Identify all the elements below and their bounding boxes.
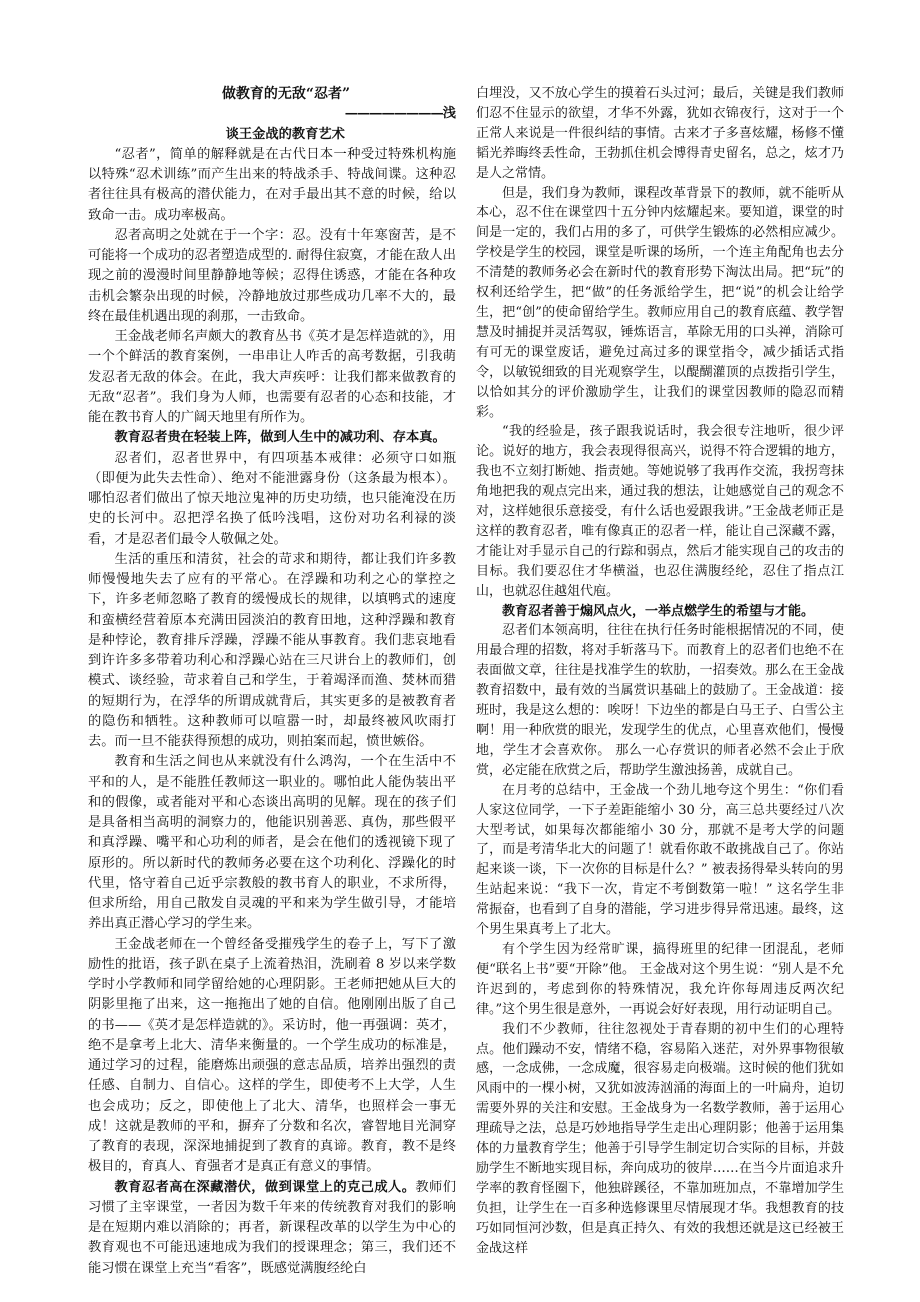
paragraph: “我的经验是，孩子跟我说话时，我会很专注地听，很少评论。说好的地方，我会表现得很高兴，说得不符合逻辑的地方，我也不立刻打断她、指责她。等她说够了我再作交流，我拐弯抹角地把我的观点完出来，通过我的想法，让她感觉自己的观念不对，这样她很乐意接受，有什么话也爱跟我讲。”王金战老师正是这样的教育忍者，唯有像真正的忍者一样，能让自己深藏不露，才能让对手显示自己的行踪和弱点，然后才能实现自己的攻击的目标。我们要忍住才华横溢，也忍住满腹经纶，忍住了指点江山，也就忍住越俎代庖。: [476, 424, 844, 599]
paragraph: 教育和生活之间也从来就没有什么鸿沟，一个在生活中不平和的人，是不能胜任教师这一职业的。哪怕此人能伪装出平和的假像，或者能对平和心态谈出高明的见解。现在的孩子们是具备相当高明的洞察力的，他能识别善恶、真伪，那些假平和真浮躁、嘴平和心功利的师者，是会在他们的透视镜下现了原形的。所以新时代的教师务必要在这个功利化、浮躁化的时代里，恪守着自己近乎宗教般的教书育人的职业，不求所得，但求所给，用自己散发自灵魂的平和来为学生做引导，才能培养出真正潜心学习的学生来。: [88, 754, 456, 932]
paragraph: 忍者高明之处就在于一个字：忍。没有十年寒窗苦，是不可能将一个成功的忍者塑造成型的. 耐得住寂寞，才能在敌人出现之前的漫漫时间里静静地等候；忍得住诱惑，才能在各种攻击机会繁杂出现的时候，冷静地放过那些成功几率不大的，最终在最佳机遇出现的刹那，一击致命。: [88, 227, 456, 324]
right-column: [476, 84, 844, 1258]
paragraph-with-heading: [88, 1178, 456, 1279]
paragraph: 忍者们，忍者世界中，有四项基本戒律：必须守口如瓶（即便为此失去性命）、绝对不能泄露身份（这条最为根本）。哪怕忍者们做出了惊天地泣鬼神的历史功绩，也只能淹没在历史的长河中。忍把浮名换了低吟浅唱，这份对功名利禄的淡看，才是忍者们最令人敬佩之处。: [88, 450, 456, 547]
paragraph: 我们不少教师，往往忽视处于青春期的初中生们的心理特点。他们躁动不安，情绪不稳，容易陷入迷茫，对外界事物很敏感，一念成佛，一念成魔，很容易走向极端。这时候的他们犹如风雨中的一棵小树，又犹如波涛汹涌的海面上的一叶扁舟，迫切需要外界的关注和安慰。王金战身为一名数学教师，善于运用心理疏导之法，总是巧妙地指导学生走出心理阴影；他善于运用集体的力量教育学生；他善于引导学生制定切合实际的目标，并鼓励学生不断地实现目标，奔向成功的彼岸……在当今片面追求升学率的教育怪圈下，他独辟蹊径，不靠加班加点，不靠增加学生负担，让学生在一百多种选修课里尽情展现才华。我想教育的技巧如同恒河沙数，但是真正持久、有效的我想还就是这已经被王金战这样: [476, 1021, 844, 1256]
paragraph: 有个学生因为经常旷课，搞得班里的纪律一团混乱，老师便“联名上书”要“开除”他。 王金战对这个男生说：“别人是不允许迟到的，考虑到你的特殊情况，我允许你每周违反两次纪律。”这个男生很是意外，一再说会好好表现，用行动证明自己。: [476, 941, 844, 1017]
paragraph: 生活的重压和清贫，社会的苛求和期待，都让我们许多教师慢慢地失去了应有的平常心。在浮躁和功利之心的掌控之下，许多老师忽略了教育的缓慢成长的规律，以填鸭式的速度和蛮横经营着原本充满田园淡泊的教育田地，这种浮躁和教育是种悖论，教育排斥浮躁，浮躁不能从事教育。我们悲哀地看到许许多多带着功利心和浮躁心站在三尺讲台上的教师们，创模式、谈经验，苛求着自己和学生，于着竭泽而渔、焚林而猎的短期行为，在浮华的所谓成就背后，其实更多的是被教育者的隐伤和牺牲。这种教师可以喧嚣一时，却最终被风吹雨打去。而一旦不能获得预想的成功，则拍案而起，愤世嫉俗。: [88, 551, 456, 749]
paragraph: 王金战老师在一个曾经备受摧残学生的卷子上，写下了激励性的批语，孩子趴在桌子上流着热泪，洗刷着 8 岁以来学数学时小学教师和同学留给她的心理阴影。王老师把她从巨大的阴影里拖了出来，这一拖拖出了她的自信。他刚刚出版了自己的书——《英才是怎样造就的》。采访时，他一再强调：英才，绝不是拿考上北大、清华来衡量的。一个学生成功的标准是，通过学习的过程，能磨炼出顽强的意志品质，培养出强烈的责任感、自制力、自信心。这样的学生，即使考不上大学，人生也会成功；反之，即使他上了北大、清华，也照样会一事无成！这就是教师的平和，摒弃了分数和名次，睿智地目光洞穿了教育的表现，深深地捕捉到了教育的真谛。教育，教不是终极目的，育真人、育强者才是真正有意义的事情。: [88, 936, 456, 1175]
paragraph: 王金战老师名声颇大的教育丛书《英才是怎样造就的》，用一个个鲜活的教育案例，一串串让人咋舌的高考数据，引我萌发忍者无敌的体会。在此，我大声疾呼：让我们都来做教育的无敌“忍者”。我们身为人师，也需要有忍者的心态和技能，才能在教书育人的广阔天地里有所作为。: [88, 329, 456, 425]
section-heading: 教育忍者善于煽风点火，一举点燃学生的希望与才能。: [502, 603, 815, 619]
paragraph: 忍者们本领高明，往往在执行任务时能根据情况的不同，使用最合理的招数，将对手斩落马下。而教育上的忍者们也绝不在表面做文章，往往是找准学生的软肋，一招奏效。那么在王金战教育招数中，最有效的当属赏识基础上的鼓励了。王金战道：接班时，我是这么想的：唉呀！下边坐的都是白马王子、白雪公主啊！用一种欣赏的眼光，发现学生的优点，心里喜欢他们，慢慢地，学生才会喜欢你。 那么一心存赏识的师者必然不会止于欣赏，必定能在欣赏之后，帮助学生激浊扬善，成就自己。: [476, 623, 844, 778]
paragraph: 在月考的总结中，王金战一个劲儿地夸这个男生：“你们看人家这位同学，一下子差距能缩小 30 分，高三总共要经过八次大型考试，如果每次都能缩小 30 分，那就不是考大学的问题了，而是考清华北大的问题了！就看你敢不敢挑战自己了。你站起来谈一谈，下一次你的目标是什么？” 被表扬得晕头转向的男生站起来说：“我下一次，肯定不考倒数第一啦！” 这名学生非常振奋，也看到了自身的潜能，学习进步得异常迅速。最终，这个男生果真考上了北大。: [476, 782, 844, 938]
paragraph: “忍者”，简单的解释就是在古代日本一种受过特殊机构施以特殊“忍术训练”而产生出来的特战杀手、特战间谍。这种忍者往往具有极高的潜伏能力，在对手最出其不意的时候，给以致命一击。成功率极高。: [88, 146, 456, 223]
paragraph: 白埋没，又不放心学生的摸着石头过河；最后，关键是我们教师们忍不住显示的欲望，才华不外露，犹如衣锦夜行，这对于一个正常人来说是一件很纠结的事情。古来才子多喜炫耀，杨修不懂韬光养晦终丢性命，王勃抓住机会博得青史留名，总之，炫才乃是人之常情。: [476, 86, 844, 181]
paragraph-text: 教师们习惯了主宰课堂，一者因为数千年来的传统教育对我们的影响是在短期内难以消除的；再者，新课程改革的以学生为中心的教育观也不可能迅速地成为我们的授课理念；第三，我们还不能习惯在课堂上充当“看客”，既感觉满腹经纶白: [88, 1179, 456, 1276]
left-column: [88, 84, 456, 1279]
paragraph: 但是，我们身为教师，课程改革背景下的教师，就不能听从本心，忍不住在课堂四十五分钟内炫耀起来。要知道，课堂的时间是一定的，我们占用的多了，可供学生锻炼的必然相应减少。学校是学生的校园，课堂是听课的场所，一个连主角配角也去分不清楚的教师务必会在新时代的教育形势下淘汰出局。把“玩”的权利还给学生，把“做”的任务派给学生，把“说”的机会让给学生，把“创”的使命留给学生。教师应用自己的教育底蕴、教学智慧及时捕捉并灵活驾驭，锤炼语言，革除无用的口头禅，消除可有可无的课堂废话，避免过高过多的课堂指令，减少插话式指令，以敏锐细致的目光观察学生，以醍醐灌顶的点拨指引学生，以恰如其分的评价激励学生，让我们的课堂因教师的隐忍而精彩。: [476, 185, 844, 420]
byline-tail: 浅: [442, 106, 456, 122]
article-byline: [88, 104, 456, 124]
article-title: 做教育的无敌“忍者”: [221, 86, 351, 102]
article-subtitle: 谈王金战的教育艺术: [225, 126, 345, 142]
byline-dash: ————————: [344, 106, 443, 122]
section-heading: 教育忍者高在深藏潜伏，做到课堂上的克己成人。: [114, 1179, 416, 1195]
section-heading: 教育忍者贵在轻装上阵，做到人生中的减功利、存本真。: [114, 430, 446, 446]
